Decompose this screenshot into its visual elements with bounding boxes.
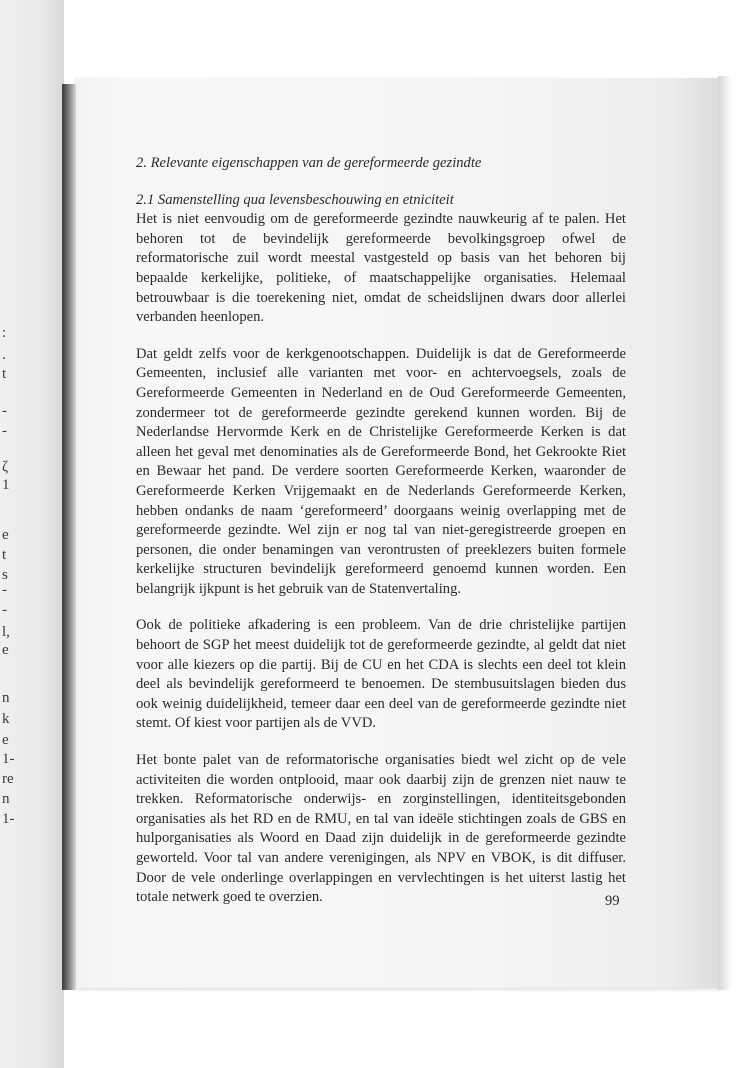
previous-page-fragment: n <box>2 690 10 706</box>
previous-page-fragment: re <box>2 771 14 787</box>
previous-page-fragment: 1- <box>2 811 15 827</box>
previous-page-fragment: n <box>2 791 10 807</box>
book-spine-gutter <box>62 84 76 990</box>
section-heading: 2. Relevante eigenschappen van de gereformeerde gezindte <box>136 155 482 171</box>
page-content <box>136 154 626 925</box>
previous-page-fragment: : <box>2 325 7 341</box>
previous-page-fragment: ζ <box>2 459 9 475</box>
paragraph-4: Het bonte palet van de reformatorische organisaties biedt wel zicht op de vele activiteiten die worden ontplooid, maar ook daarbij zijn de grenzen niet nauw te trekken. Reformatorische onderwijs- en zorginstellingen, identiteitsgebonden organisaties als het RD en de RMU, en tal van ideële stichtingen zoals de GBS en hulporganisaties als Woord en Daad zijn duidelijk in de gereformeerde gezindte geworteld. Voor tal van andere verenigingen, als NPV en VBOK, is dit diffuser. Door de vele onderlinge overlappingen en vervlechtingen is het uiterst lastig het totale netwerk goed te overzien. <box>136 752 626 906</box>
previous-page-fragment: - <box>2 403 7 419</box>
previous-page-fragment: 1 <box>2 477 10 493</box>
previous-page-fragment: t <box>2 547 7 563</box>
paragraph-3: Ook de politieke afkadering is een probleem. Van de drie christelijke partijen behoort de SGP het meest duidelijk tot de gereformeerde gezindte, al geldt dat niet voor alle kiezers op die partij. Bij de CU en het CDA is slechts een deel tot klein deel als bevindelijk gereformeerd te benoemen. De stembusuitslagen bieden dus ook weinig duidelijkheid, temeer daar een deel van de gereformeerde gezindte niet stemt. Of kiest voor partijen als de VVD. <box>136 617 626 732</box>
previous-page-fragment: - <box>2 423 7 439</box>
page-number: 99 <box>605 893 620 909</box>
previous-page-text-fragments <box>0 0 64 1068</box>
previous-page-fragment: - <box>2 582 7 598</box>
previous-page-fragment: e <box>2 732 9 748</box>
previous-page-fragment: t <box>2 366 7 382</box>
previous-page-fragment: l, <box>2 624 10 640</box>
page-stack-edge <box>718 76 732 990</box>
previous-page-fragment: 1- <box>2 751 15 767</box>
previous-page-fragment: s <box>2 567 8 583</box>
previous-page-fragment: k <box>2 711 10 727</box>
subsection-heading: 2.1 Samenstelling qua levensbeschouwing en etniciteit <box>136 191 454 208</box>
previous-page-fragment: - <box>2 602 7 618</box>
paragraph-2: Dat geldt zelfs voor de kerkgenootschappen. Duidelijk is dat de Gereformeerde Gemeenten, inclusief alle varianten met voor- en achtervoegsels, zoals de Gereformeerde Gemeenten in Nederland en de Oud Gereformeerde Gemeenten, zondermeer tot de gereformeerde gezindte gerekend kunnen worden. Bij de Nederlandse Hervormde Kerk en de Christelijke Gereformeerde Kerken is dat alleen het geval met denominaties als de Gereformeerde Bond, het Gekrookte Riet en Bewaar het pand. De verdere soorten Gereformeerde Kerken, waaronder de Gereformeerde Kerken Vrijgemaakt en de Nederlands Gereformeerde Kerken, hebben ondanks de naam ‘gereformeerd’ doorgaans weinig overlapping met de gereformeerde gezindte. Wel zijn er nog tal van niet-geregistreerde groepen en personen, die onder benamingen van verontrusten of preeklezers buiten formele kerkelijke structuren bevindelijk gereformeerd genoemd kunnen worden. Een belangrijk ijkpunt is het gebruik van de Statenvertaling. <box>136 345 626 597</box>
previous-page-fragment: e <box>2 642 9 658</box>
paragraph-1: Het is niet eenvoudig om de gereformeerde gezindte nauwkeurig af te palen. Het behoren tot de bevindelijk gereformeerde bevolkingsgroep ofwel de reformatorische zuil wordt meestal vastgesteld op basis van het behoren bij bepaalde kerkelijke, politieke, of maatschappelijke organisaties. Helemaal betrouwbaar is die toerekening niet, omdat de scheidslijnen dwars door allerlei verbanden heenlopen. <box>136 211 626 326</box>
previous-page-fragment: . <box>2 347 6 363</box>
previous-page-fragment: e <box>2 527 9 543</box>
